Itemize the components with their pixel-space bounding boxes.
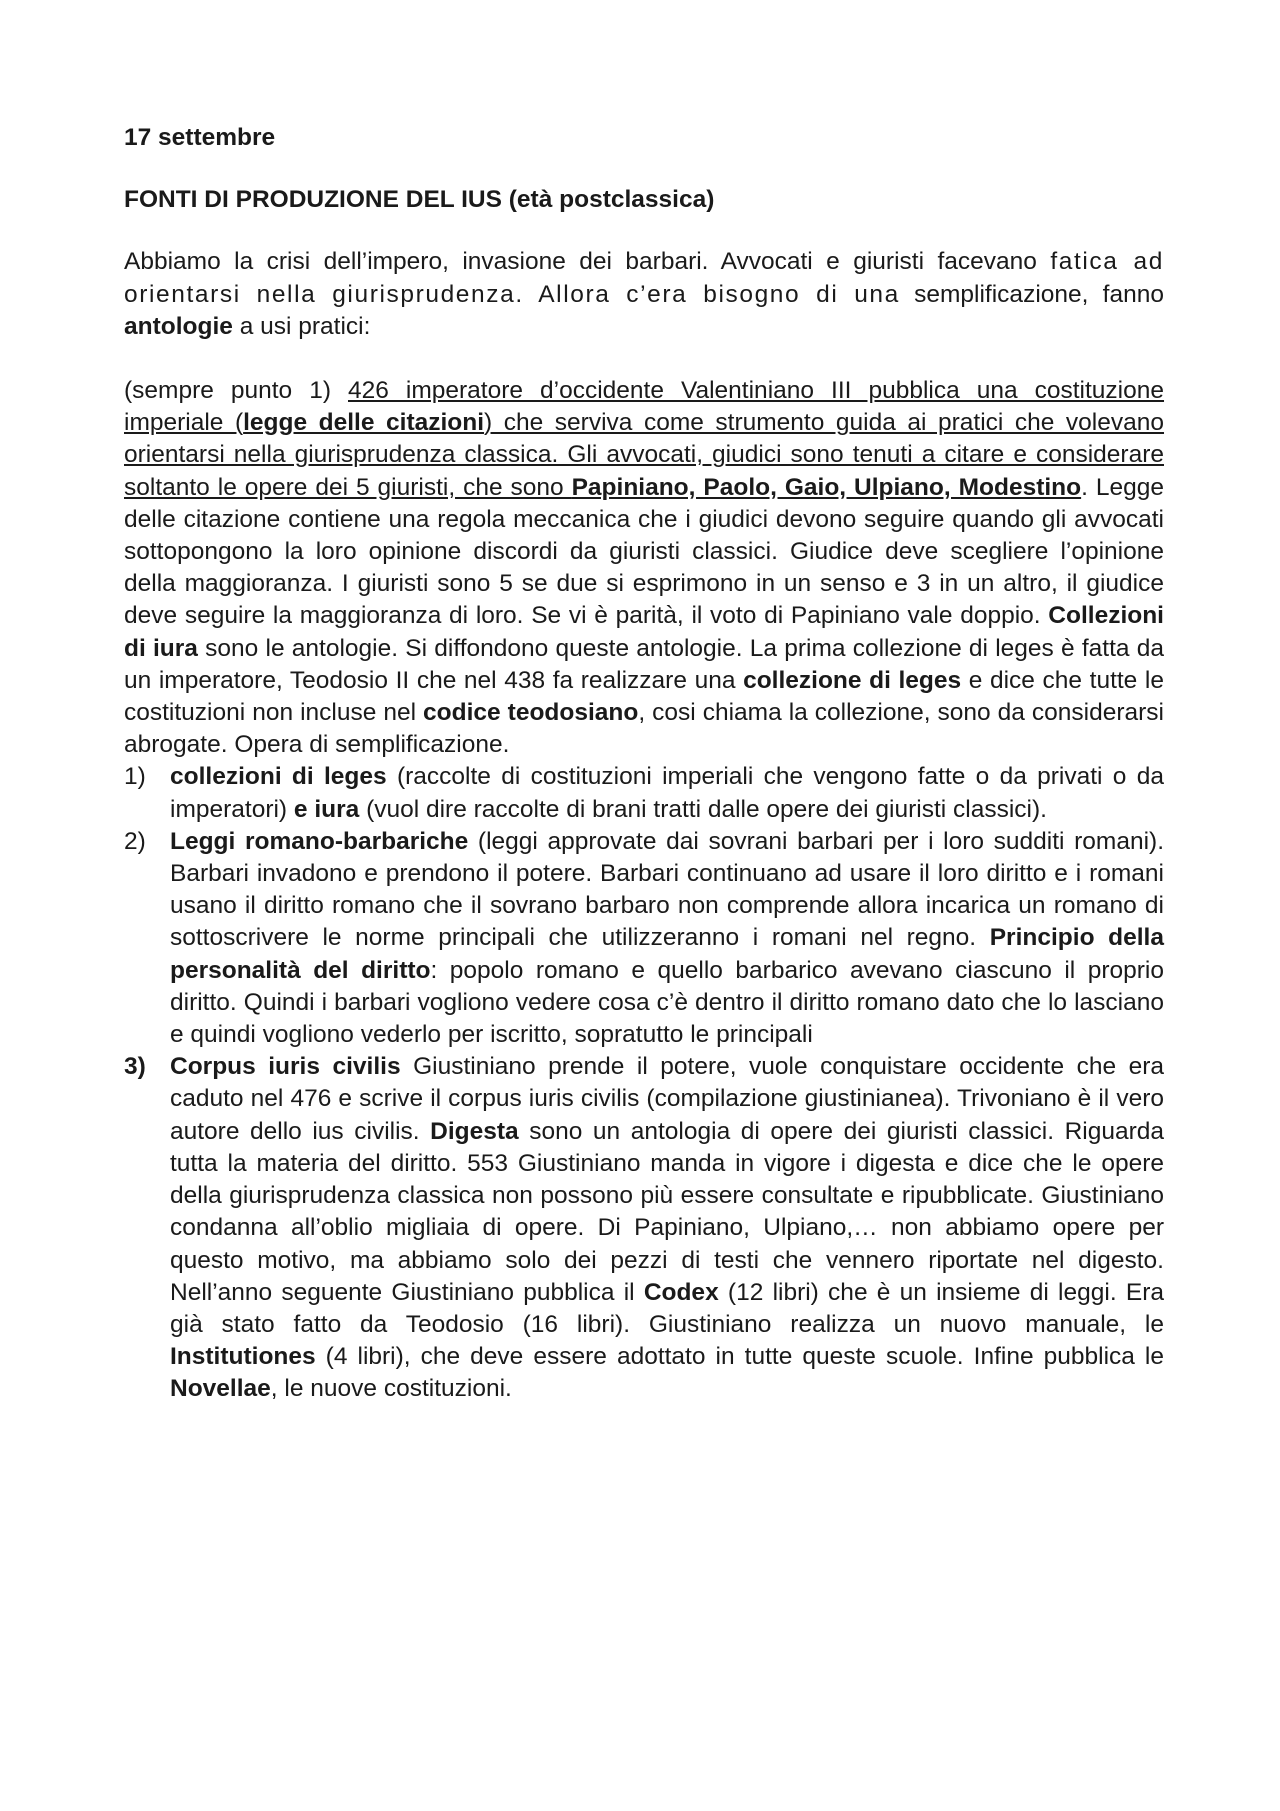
main-text-start: (sempre punto 1) bbox=[124, 377, 348, 405]
document-date: 17 settembre bbox=[124, 124, 276, 151]
list-item bbox=[124, 761, 1164, 825]
intro-bold-antologie: antologie bbox=[124, 312, 233, 340]
main-underlined-bold-giuristi: Papiniano, Paolo, Gaio, Ulpiano, Modestino bbox=[571, 473, 1082, 501]
list-item-3-bold-3: Codex bbox=[643, 1278, 719, 1306]
list-item-3-bold-4: Institutiones bbox=[170, 1343, 316, 1371]
main-bold-collezioni-iura: Collezioni di iura bbox=[124, 602, 1164, 662]
main-paragraph bbox=[124, 375, 1164, 761]
list-item-2-text-2: : popolo romano e quello barbarico avevano ciascuno il proprio diritto. Quindi i barbari vogliono vedere cosa c’è dentro il diritto romano dato che lo lasciano e quindi vogliono vederlo per iscritto, sopratutto le principali bbox=[170, 956, 1165, 1049]
intro-line-2: fatica ad orientarsi nella giurisprudenza. Allora c’era bisogno di una bbox=[124, 248, 1164, 308]
list-item-3-text-1: Giustiniano prende il potere, vuole conquistare occidente che era caduto nel 476 e scrive il corpus iuris civilis (compilazione giustinianea). Trivoniano è il vero autore dello ius civilis. bbox=[170, 1053, 1164, 1145]
list-number: 2) bbox=[124, 827, 146, 855]
main-bold-collezione-leges: collezione di leges bbox=[743, 666, 962, 694]
intro-line-1: Abbiamo la crisi dell’impero, invasione dei barbari. Avvocati e giuristi facevano bbox=[124, 248, 1037, 276]
list-item-1-text-1: (raccolte di costituzioni imperiali che vengono fatte o da privati o da imperatori) bbox=[170, 763, 1164, 823]
main-text-4: e dice che tutte le costituzioni non incluse nel bbox=[124, 666, 1164, 727]
list-item-3-text-2: sono un antologia di opere dei giuristi classici. Riguarda tutta la materia del diritto. 553 Giustiniano manda in vigore i digesta e dice che le opere della giurisprudenza classica non possono più essere consultate e ripubblicate. Giustiniano condanna all’oblio migliaia di opere. Di Papiniano, Ulpiano,… non abbiamo opere per questo motivo, ma abbiamo solo dei pezzi di testi che vennero riportate nel digesto. Nell’anno seguente Giustiniano pubblica il bbox=[170, 1117, 1165, 1306]
section-heading: FONTI DI PRODUZIONE DEL IUS (età postclassica) bbox=[124, 186, 715, 214]
intro-paragraph bbox=[124, 246, 1164, 343]
list-item-3-text-3: (12 libri) che è un insieme di leggi. Era già stato fatto da Teodosio (16 libri). Giustiniano realizza un nuovo manuale, le bbox=[170, 1278, 1164, 1338]
main-underlined-bold-legge: legge delle citazioni bbox=[243, 409, 485, 437]
list-item-2-text-1: (leggi approvate dai sovrani barbari per i loro sudditi romani). Barbari invadono e prendono il potere. Barbari continuano ad usare il loro diritto e i romani usano il diritto romano che il sovrano barbaro non comprende allora incarica un romano di sottoscrivere le norme principali che utilizzeranno i romani nel regno. bbox=[170, 827, 1164, 952]
list-item bbox=[124, 1051, 1164, 1405]
list-item-1-bold-1: collezioni di leges bbox=[170, 763, 387, 791]
list-item-1-bold-2: e iura bbox=[293, 795, 360, 823]
main-underlined-1: 426 imperatore d’occidente Valentiniano III pubblica una costituzione imperiale ( bbox=[124, 377, 1165, 437]
list-item-3-text-4: (4 libri), che deve essere adottato in tutte queste scuole. Infine pubblica le bbox=[315, 1343, 1164, 1371]
intro-text-end: a usi pratici: bbox=[232, 312, 371, 340]
list-number: 3) bbox=[124, 1053, 146, 1081]
main-text-5: , cosi chiama la collezione, sono da considerarsi abrogate. Opera di semplificazione. bbox=[124, 699, 1164, 759]
list-item-1-text-2: (vuol dire raccolte di brani tratti dalle opere dei giuristi classici). bbox=[359, 795, 1047, 823]
list-item-3-text-5: , le nuove costituzioni. bbox=[270, 1375, 512, 1403]
list-item-3-bold-5: Novellae bbox=[170, 1375, 271, 1403]
list-item-2-bold-2: Principio della personalità del diritto bbox=[170, 924, 1164, 984]
list-item-3-bold-1: Corpus iuris civilis bbox=[170, 1053, 401, 1081]
main-bold-codice-teodosiano: codice teodosiano bbox=[423, 699, 639, 727]
numbered-list bbox=[124, 761, 1164, 1405]
main-text-2: . Legge delle citazione contiene una regola meccanica che i giudici devono seguire quando gli avvocati sottopongono la loro opinione discordi da giuristi classici. Giudice deve scegliere l’opinione della maggioranza. I giuristi sono 5 se due si esprimono in un senso e 3 in un altro, il giudice deve seguire la maggioranza di loro. Se vi è parità, il voto di Papiniano vale doppio. bbox=[124, 473, 1164, 630]
document-page bbox=[124, 122, 1164, 1406]
main-text-3: sono le antologie. Si diffondono queste antologie. La prima collezione di leges è fatta da un imperatore, Teodosio II che nel 438 fa realizzare una bbox=[124, 634, 1164, 694]
list-item-2-bold-1: Leggi romano-barbariche bbox=[170, 827, 469, 855]
intro-text: semplificazione, fanno bbox=[914, 280, 1164, 308]
list-number: 1) bbox=[124, 763, 146, 791]
list-item-3-bold-2: Digesta bbox=[430, 1117, 519, 1145]
main-underlined-2: ) che serviva come strumento guida ai pratici che volevano orientarsi nella giurisprudenza classica. Gli avvocati, giudici sono tenuti a citare e considerare soltanto le opere dei 5 giuristi, che sono bbox=[124, 409, 1165, 501]
list-item bbox=[124, 826, 1164, 1051]
